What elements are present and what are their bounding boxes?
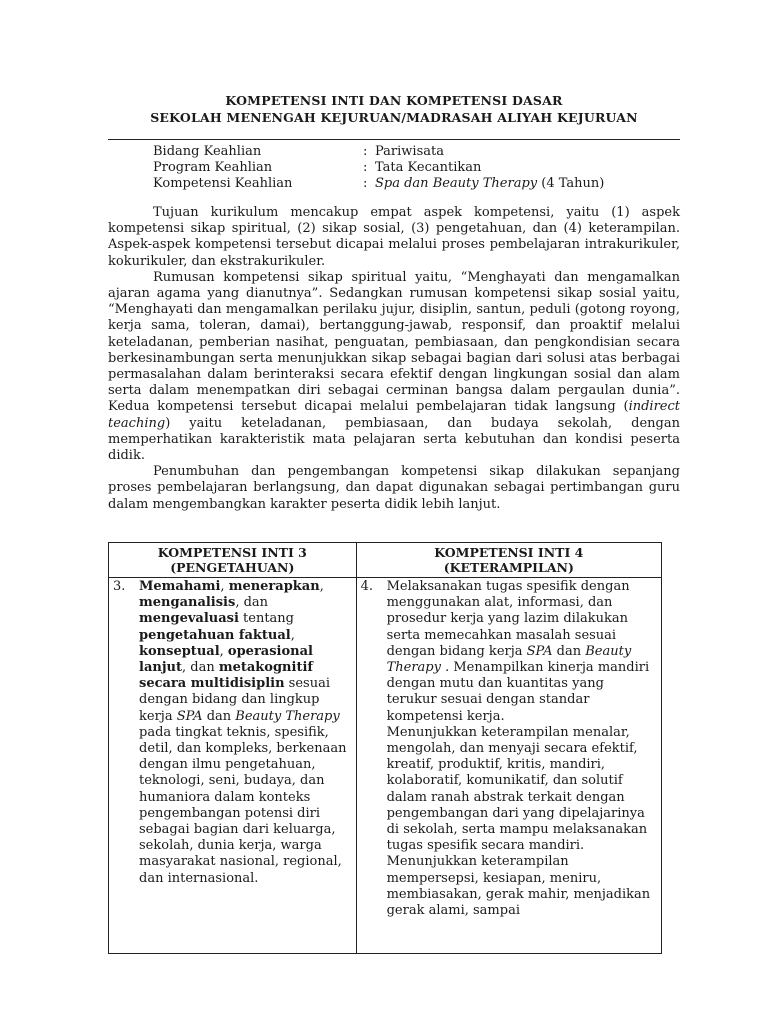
p2-part-1: Rumusan kompetensi sikap spiritual yaitu, “Menghayati dan mengamalkan ajaran agama yang dianutnya”. Sedangkan rumusan kompetensi sikap sosial yaitu, “Menghayati dan mengamalkan perilaku jujur, disiplin, santun, peduli (gotong royong, kerja sama, toleran, damai), bertanggung-jawab, responsif, dan proaktif melalui keteladanan, pemberian nasihat, penguatan, pembiasaan, dan pengkondisian secara berkesinambungan serta menunjukkan sikap sebagai bagian dari solusi atas berbagai permasalahan dalam berinteraksi secara efektif dengan lingkungan sosial dan alam serta dalam menempatkan diri sebagai cerminan bangsa dalam pergaulan dunia”. Kedua kompetensi tersebut dicapai melalui pembelajaran tidak langsung ( xyxy=(108,269,680,415)
ki3-seg: menerapkan xyxy=(228,579,320,594)
ki3-seg: , xyxy=(319,579,324,594)
table-row xyxy=(109,578,662,954)
meta-program-label: Program Keahlian xyxy=(153,160,273,175)
ki3-seg: mengevaluasi xyxy=(139,611,239,627)
table-header-row xyxy=(109,543,662,578)
ki4-seg: SPA xyxy=(526,643,553,659)
meta-bidang-label: Bidang Keahlian xyxy=(153,144,262,159)
meta-kompetensi-label: Kompetensi Keahlian xyxy=(153,176,293,191)
ki3-seg: operasional lanjut xyxy=(139,643,313,676)
ki3-seg: konseptual xyxy=(139,643,220,659)
intro-text xyxy=(108,205,680,513)
ki4-seg: Beauty Therapy xyxy=(386,643,632,676)
p2-italic: indirect teaching xyxy=(108,399,680,431)
ki4-header xyxy=(356,543,661,578)
header-divider xyxy=(108,139,680,140)
meta-kompetensi-rest: (4 Tahun) xyxy=(537,176,605,191)
intro-paragraph-1: Tujuan kurikulum mencakup empat aspek kompetensi, yaitu (1) aspek kompetensi sikap spiritual, (2) sikap sosial, (3) pengetahuan, dan (4) keterampilan. Aspek-aspek kompetensi tersebut dicapai melalui proses pembelajaran intrakurikuler, kokurikuler, dan ekstrakurikuler. xyxy=(108,205,680,269)
ki4-header-line2: (KETERAMPILAN) xyxy=(443,560,574,575)
intro-paragraph-2 xyxy=(108,270,680,464)
ki4-cell xyxy=(356,578,661,954)
meta-separator: : xyxy=(363,176,368,191)
ki3-seg: metakognitif secara multidisiplin xyxy=(139,660,313,692)
ki4-text xyxy=(387,579,655,919)
ki3-header xyxy=(109,543,357,578)
ki3-header-line2: (PENGETAHUAN) xyxy=(170,560,295,575)
ki4-number: 4. xyxy=(360,579,373,594)
ki4-seg: . Menampilkan kinerja mandiri dengan mutu dan kuantitas yang terukur sesuai dengan standar kompetensi kerja. xyxy=(386,660,650,724)
meta-separator: : xyxy=(363,160,368,175)
document-title: KOMPETENSI INTI DAN KOMPETENSI DASAR xyxy=(225,93,563,108)
ki3-number: 3. xyxy=(113,579,126,594)
ki3-seg: Beauty Therapy xyxy=(235,708,340,724)
intro-paragraph-3: Penumbuhan dan pengembangan kompetensi sikap dilakukan sepanjang proses pembelajaran berlangsung, dan dapat digunakan sebagai pertimbangan guru dalam mengembangkan karakter peserta didik lebih lanjut. xyxy=(108,464,680,512)
ki3-seg: SPA xyxy=(176,708,203,724)
ki3-seg: Memahami xyxy=(139,579,221,594)
ki3-seg: pengetahuan faktual xyxy=(139,627,291,643)
ki3-cell xyxy=(109,578,357,954)
meta-kompetensi-italic: Spa dan Beauty Therapy xyxy=(375,176,538,191)
ki3-seg: , dan xyxy=(181,660,219,676)
ki3-seg: sesuai dengan bidang dan lingkup kerja xyxy=(139,676,330,724)
ki3-seg: , dan xyxy=(235,595,269,611)
ki3-seg: tentang xyxy=(238,611,294,627)
ki3-seg: dan xyxy=(202,708,236,724)
ki3-text xyxy=(139,579,350,887)
meta-kompetensi-value xyxy=(375,176,604,191)
ki4-seg: Melaksanakan tugas spesifik dengan menggunakan alat, informasi, dan prosedur kerja yang lazim dilakukan serta memecahkan masalah sesuai dengan bidang kerja xyxy=(386,579,630,659)
ki4-header-line1: KOMPETENSI INTI 4 xyxy=(434,545,584,560)
p2-part-2: ) yaitu keteladanan, pembiasaan, dan budaya sekolah, dengan memperhatikan karakteristik mata pelajaran serta kebutuhan dan kondisi peserta didik. xyxy=(108,415,680,464)
ki3-seg: pada tingkat teknis, spesifik, detil, dan kompleks, berkenaan dengan ilmu pengetahuan, teknologi, seni, budaya, dan humaniora dalam konteks pengembangan potensi diri sebagai bagian dari keluarga, sekolah, dunia kerja, warga masyarakat nasional, regional, dan internasional. xyxy=(139,724,347,886)
ki3-seg: , xyxy=(290,627,295,643)
ki3-header-line1: KOMPETENSI INTI 3 xyxy=(157,545,307,560)
ki4-seg: Menunjukkan keterampilan mempersepsi, kesiapan, meniru, membiasakan, gerak mahir, menjadikan gerak alami, sampai xyxy=(386,854,651,919)
meta-program-value: Tata Kecantikan xyxy=(375,160,482,175)
ki4-seg: Menunjukkan keterampilan menalar, mengolah, dan menyaji secara efektif, kreatif, produktif, kritis, mandiri, kolaboratif, komunikatif, dan solutif dalam ranah abstrak terkait dengan pengembangan dari yang dipelajarinya di sekolah, serta mampu melaksanakan tugas spesifik secara mandiri. xyxy=(386,724,648,854)
ki3-seg: , xyxy=(219,643,228,659)
document-subtitle: SEKOLAH MENENGAH KEJURUAN/MADRASAH ALIYAH KEJURUAN xyxy=(150,110,638,125)
ki3-seg: , xyxy=(220,579,229,594)
competency-table xyxy=(108,542,662,954)
meta-separator: : xyxy=(363,144,368,159)
meta-bidang-value: Pariwisata xyxy=(375,144,444,159)
ki4-seg: dan xyxy=(552,643,586,659)
ki3-seg: menganalisis xyxy=(139,595,236,611)
